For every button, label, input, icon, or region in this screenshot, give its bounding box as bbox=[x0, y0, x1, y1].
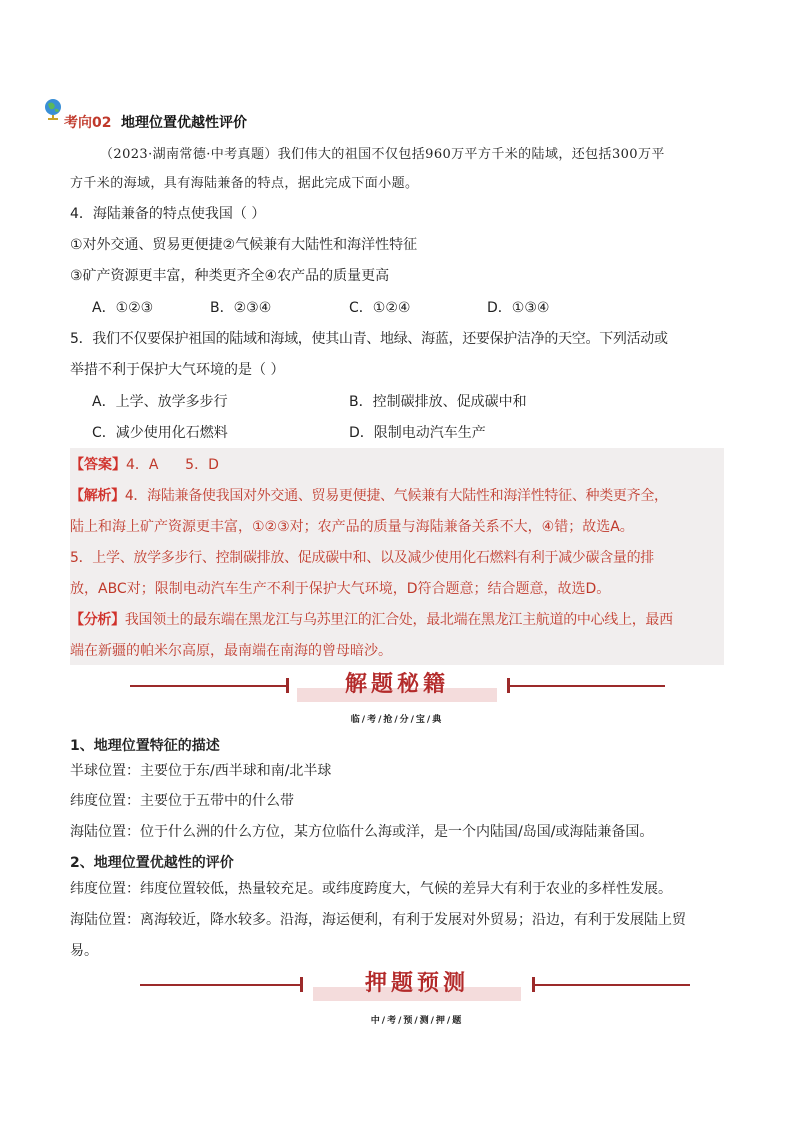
banner-title: 解题秘籍 bbox=[344, 672, 449, 697]
analysis-line-3: 5．上学、放学多步行、控制碳排放、促成碳中和、以及减少使用化石燃料有利于减少碳含量的排 bbox=[70, 550, 655, 566]
banner2-right-rule bbox=[535, 984, 690, 986]
banner-subtitle: 临/考/抢/分/宝/典 bbox=[350, 715, 444, 725]
fenxi-text-1: 我国领土的最东端在黑龙江与乌苏里江的汇合处，最北端在黑龙江主航道的中心线上，最西 bbox=[124, 612, 673, 628]
tips-line-6: 易。 bbox=[70, 943, 98, 959]
fenxi-line-2: 端在新疆的帕米尔高原，最南端在南海的曾母暗沙。 bbox=[70, 643, 392, 659]
banner2-subtitle: 中/考/预/测/押/题 bbox=[370, 1016, 464, 1026]
q5-stem-line-1: 5．我们不仅要保护祖国的陆域和海域，使其山青、地绿、海蓝，还要保护洁净的天空。下列活动或 bbox=[70, 331, 668, 347]
answer-label: 【答案】 bbox=[70, 457, 126, 473]
tips-line-4: 纬度位置：纬度位置较低，热量较充足。或纬度跨度大，气候的差异大有利于农业的多样性发展。 bbox=[70, 881, 672, 897]
q4-statement-line-2: ③矿产资源更丰富，种类更齐全④农产品的质量更高 bbox=[70, 268, 390, 284]
analysis-label: 【解析】 bbox=[70, 488, 125, 504]
q4-option-c: C．①②④ bbox=[349, 300, 411, 316]
answer-text: 4．A 5．D bbox=[126, 457, 219, 473]
q5-option-c: C．减少使用化石燃料 bbox=[92, 425, 228, 441]
banner-left-rule bbox=[130, 685, 286, 687]
section-label: 考向02 bbox=[64, 115, 112, 131]
tips-line-2: 纬度位置：主要位于五带中的什么带 bbox=[70, 793, 294, 809]
tips-line-3: 海陆位置：位于什么洲的什么方位，某方位临什么海或洋，是一个内陆国/岛国/或海陆兼备国。 bbox=[70, 824, 654, 840]
intro-line-2: 方千米的海域，具有海陆兼备的特点，据此完成下面小题。 bbox=[70, 176, 419, 191]
q4-stem: 4．海陆兼备的特点使我国（ ） bbox=[70, 206, 266, 222]
tips-line-5: 海陆位置：离海较近，降水较多。沿海，海运便利，有利于发展对外贸易；沿边，有利于发展陆上贸 bbox=[70, 912, 686, 928]
answer-line bbox=[70, 455, 219, 475]
analysis-line-2: 陆上和海上矿产资源更丰富，①②③对；农产品的质量与海陆兼备关系不大，④错；故选A。 bbox=[70, 519, 634, 535]
banner2-left-rule bbox=[140, 984, 300, 986]
analysis-text-1: 4．海陆兼备使我国对外交通、贸易更便捷、气候兼有大陆性和海洋性特征、种类更齐全， bbox=[124, 488, 668, 504]
fenxi-line-1 bbox=[70, 610, 673, 630]
q4-option-d: D．①③④ bbox=[487, 300, 550, 316]
banner-left-tick bbox=[286, 678, 289, 693]
tips-line-1: 半球位置：主要位于东/西半球和南/北半球 bbox=[70, 763, 332, 779]
q4-option-a: A．①②③ bbox=[92, 300, 154, 316]
intro-line-1: （2023·湖南常德·中考真题）我们伟大的祖国不仅包括960万平方千米的陆域，还包括300万平 bbox=[100, 147, 665, 162]
tips-heading-2: 2、地理位置优越性的评价 bbox=[70, 855, 234, 871]
q4-option-b: B．②③④ bbox=[210, 300, 272, 316]
analysis-line-4: 放，ABC对；限制电动汽车生产不利于保护大气环境，D符合题意；结合题意，故选D。 bbox=[70, 581, 611, 597]
analysis-line-1 bbox=[70, 486, 668, 506]
banner2-title: 押题预测 bbox=[364, 971, 469, 996]
banner-right-rule bbox=[510, 685, 665, 687]
q5-option-a: A．上学、放学多步行 bbox=[92, 394, 228, 410]
tips-heading-1: 1、地理位置特征的描述 bbox=[70, 738, 220, 754]
section-title: 地理位置优越性评价 bbox=[121, 115, 247, 131]
q5-option-b: B．控制碳排放、促成碳中和 bbox=[349, 394, 527, 410]
q5-option-d: D．限制电动汽车生产 bbox=[349, 425, 486, 441]
banner2-left-tick bbox=[300, 977, 303, 992]
fenxi-label: 【分析】 bbox=[70, 612, 125, 628]
q4-statement-line-1: ①对外交通、贸易更便捷②气候兼有大陆性和海洋性特征 bbox=[70, 237, 418, 253]
q5-stem-line-2: 举措不利于保护大气环境的是（ ） bbox=[70, 362, 285, 378]
globe-icon bbox=[43, 98, 63, 122]
